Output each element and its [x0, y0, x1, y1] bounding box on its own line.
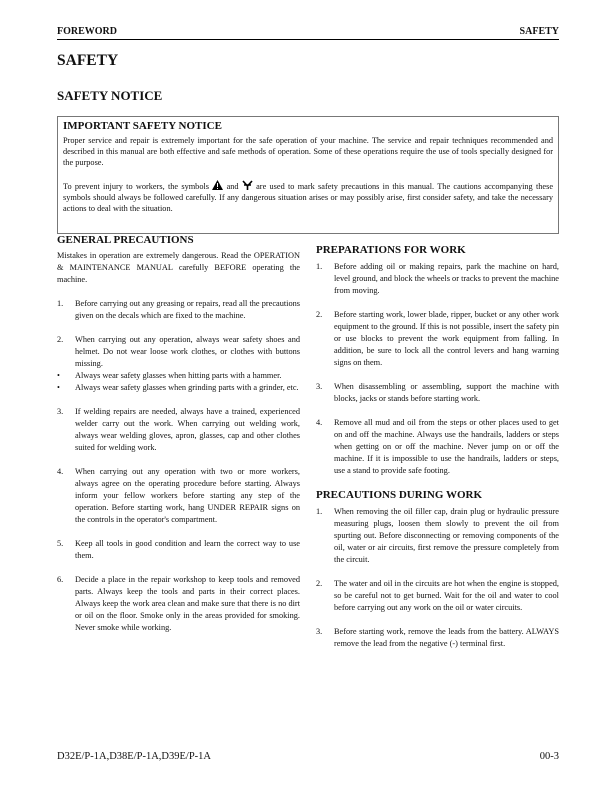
general-precautions-heading: GENERAL PRECAUTIONS [57, 234, 194, 246]
list-item-text: The water and oil in the circuits are hot when the engine is stopped, so be careful not to get burned. Wait for the oil and water to cool before carrying out any work on the oil or water circuits. [334, 579, 559, 612]
header-chapter: SAFETY [519, 26, 559, 37]
list-item-number: 1. [57, 299, 64, 308]
list-item [57, 370, 300, 382]
list-item-text: Before carrying out any greasing or repairs, read all the precautions given on the decals which are fixed to the machine. [75, 299, 300, 320]
list-item-number: 3. [57, 407, 64, 416]
footer-model: D32E/P-1A,D38E/P-1A,D39E/P-1A [57, 751, 211, 762]
list-item [57, 334, 300, 370]
list-item [316, 578, 559, 614]
list-item-text: Before starting work, remove the leads from the battery. ALWAYS remove the lead from the negative (-) terminal first. [334, 627, 559, 648]
list-item [316, 261, 559, 297]
warning-triangle-icon [212, 180, 223, 190]
list-item-text: When carrying out any operation, always wear safety shoes and helmet. Do not wear loose work clothes, or clothes with buttons missing. [75, 335, 300, 368]
list-item-number: 1. [316, 262, 323, 271]
list-item [316, 309, 559, 369]
list-item-number: 2. [316, 579, 323, 588]
list-item-number: 1. [316, 507, 323, 516]
list-item-text: If welding repairs are needed, always have a trained, experienced welder carry out the work. When carrying out welding work, always wear welding gloves, apron, glasses, cap and other clothes suited for welding work. [75, 407, 300, 452]
list-item-number: 4. [57, 467, 64, 476]
list-item-text: Keep all tools in good condition and learn the correct way to use them. [75, 539, 300, 560]
list-item-text: Always wear safety glasses when grinding parts with a grinder, etc. [75, 383, 299, 392]
list-item-number: 3. [316, 627, 323, 636]
list-item-text: Remove all mud and oil from the steps or other places used to get on and off the machine. Always use the handrails, ladders or steps when getting on or off the machine. Never jump on or off the machine. If it is impossible to use the handrails, ladders or steps, use a stand to provide safe footing. [334, 418, 559, 475]
list-item-number: • [57, 371, 60, 380]
list-item-text: Decide a place in the repair workshop to keep tools and removed parts. Always keep the tools and parts in their correct places. Always keep the work area clean and make sure that there is no dirt or oil on the floor. Smoke only in the areas provided for smoking. Never smoke while working. [75, 575, 300, 632]
section-title: SAFETY NOTICE [57, 88, 163, 103]
list-item [316, 626, 559, 650]
notice-paragraph-2 [63, 180, 553, 215]
notice-paragraph-1: Proper service and repair is extremely important for the safe operation of your machine. The service and repair techniques recommended and described in this manual are both effective and safe methods of operation. Some of these operations require the use of tools specially designed for the purpose. [63, 136, 553, 168]
list-item-text: Before starting work, lower blade, ripper, bucket or any other work equipment to the ground. If this is not possible, insert the safety pin or use blocks to prevent the work equipment from falling. In addition, be sure to lock all the control levers and hang warning signs on them. [334, 310, 559, 367]
list-item [57, 298, 300, 322]
list-item-text: Always wear safety glasses when hitting parts with a hammer. [75, 371, 282, 380]
list-item-number: 2. [57, 335, 64, 344]
header-section: FOREWORD [57, 26, 117, 37]
preparations-heading: PREPARATIONS FOR WORK [316, 244, 466, 256]
list-item-number: 6. [57, 575, 64, 584]
list-item-number: 2. [316, 310, 323, 319]
list-item [316, 417, 559, 477]
notice-text: and [226, 181, 239, 191]
during-work-heading: PRECAUTIONS DURING WORK [316, 489, 483, 501]
list-item-number: 4. [316, 418, 323, 427]
list-item-text: When removing the oil filler cap, drain plug or hydraulic pressure measuring plugs, loosen them slowly to prevent the oil from spurting out. Before disconnecting or removing components of the oil, water or air circuits, first remove the pressure completely from the circuit. [334, 507, 559, 564]
caution-hand-icon [242, 180, 253, 190]
list-item [57, 538, 300, 562]
page-title: SAFETY [57, 52, 119, 69]
notice-heading: IMPORTANT SAFETY NOTICE [63, 120, 222, 132]
list-item [57, 406, 300, 454]
list-item-number: 3. [316, 382, 323, 391]
list-item-number: 5. [57, 539, 64, 548]
list-item [316, 381, 559, 405]
preparations-column [316, 244, 559, 662]
list-item-text: When carrying out any operation with two or more workers, always agree on the operating procedure before starting. Always inform your fellow workers before starting any step of the operation. Before starting work, hang UNDER REPAIR signs on the controls in the operator's compartment. [75, 467, 300, 524]
list-item-number: • [57, 383, 60, 392]
list-item [316, 506, 559, 566]
notice-text: are used to mark safety precautions in this manual. The cautions accompanying these symbols should always be followed carefully. If any dangerous situation arises or may possibly arise, first consider safety, and take the necessary actions to deal with the situation. [63, 181, 554, 214]
list-item-text: Before adding oil or making repairs, park the machine on hard, level ground, and block the wheels or tracks to prevent the machine from moving. [334, 262, 559, 295]
important-safety-notice-box [57, 116, 559, 234]
general-precautions-column [57, 234, 300, 646]
notice-text: To prevent injury to workers, the symbols [63, 181, 210, 191]
list-item [57, 382, 300, 394]
footer-page-number: 00-3 [539, 751, 559, 762]
list-item-text: When disassembling or assembling, support the machine with blocks, jacks or stands before starting work. [334, 382, 559, 403]
list-item [57, 466, 300, 526]
page-header [57, 26, 559, 40]
general-intro: Mistakes in operation are extremely dangerous. Read the OPERATION & MAINTENANCE MANUAL carefully BEFORE operating the machine. [57, 251, 300, 284]
list-item [57, 574, 300, 634]
